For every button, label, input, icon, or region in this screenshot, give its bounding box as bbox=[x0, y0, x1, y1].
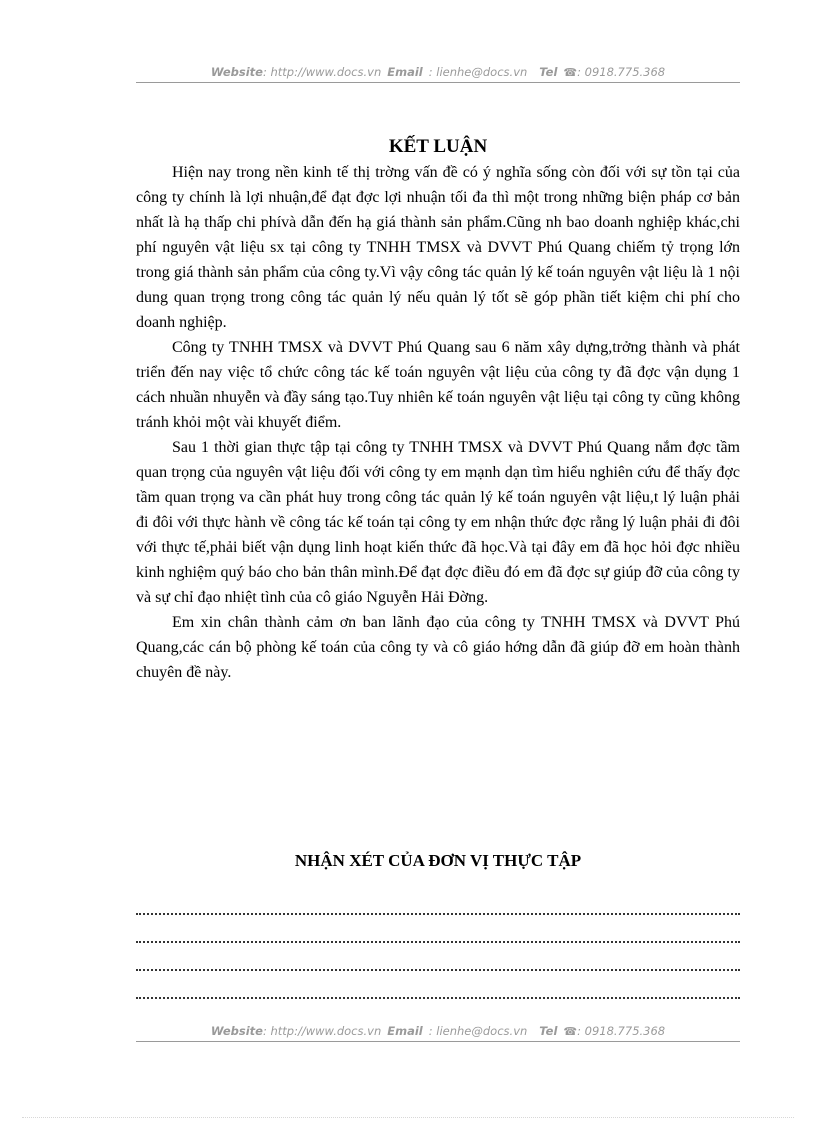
footer-rule bbox=[136, 1041, 740, 1042]
paragraph-4: Em xin chân thành cảm ơn ban lãnh đạo của công ty TNHH TMSX và DVVT Phú Quang,các cán bộ phòng kế toán của công ty và cô giáo hớng dẫn đã giúp đỡ em hoàn thành chuyên đề này. bbox=[136, 614, 740, 681]
website-url: : http://www.docs.vn bbox=[262, 1024, 382, 1038]
dotted-line bbox=[136, 900, 740, 915]
document-body bbox=[136, 160, 740, 685]
dotted-line bbox=[136, 984, 740, 999]
page-edge bbox=[22, 1117, 794, 1118]
website-url: : http://www.docs.vn bbox=[262, 65, 382, 79]
comment-lines bbox=[136, 900, 740, 1012]
email-label: Email bbox=[387, 65, 423, 79]
website-label: Website bbox=[210, 65, 263, 79]
section-title: NHẬN XÉT CỦA ĐƠN VỊ THỰC TẬP bbox=[294, 851, 582, 870]
page-header bbox=[136, 65, 740, 83]
email-address: : lienhe@docs.vn bbox=[428, 65, 528, 79]
tel-number: : 0918.775.368 bbox=[577, 65, 666, 79]
page-footer bbox=[136, 1024, 740, 1042]
paragraph-1: Hiện nay trong nền kinh tế thị trờng vấn đề có ý nghĩa sống còn đối với sự tồn tại của công ty chính là lợi nhuận,để đạt đợc lợi nhuận tối đa thì một trong những biện pháp cơ bản nhất là hạ thấp chi phívà dẫn đến hạ giá thành sản phẩm.Cũng nh bao doanh nghiệp khác,chi phí nguyên vật liệu sx tại công ty TNHH TMSX và DVVT Phú Quang chiếm tỷ trọng lớn trong giá thành sản phẩm của công ty.Vì vậy công tác quản lý kế toán nguyên vật liệu là 1 nội dung quan trọng trong công tác quản lý nếu quản lý tốt sẽ góp phần tiết kiệm chi phí cho doanh nghiệp. bbox=[136, 164, 740, 331]
tel-label: Tel bbox=[539, 1024, 558, 1038]
dotted-line bbox=[136, 956, 740, 971]
phone-icon: ☎ bbox=[563, 66, 578, 79]
email-address: : lienhe@docs.vn bbox=[428, 1024, 528, 1038]
dotted-line bbox=[136, 928, 740, 943]
paragraph-2: Công ty TNHH TMSX và DVVT Phú Quang sau 6 năm xây dựng,trởng thành và phát triển đến nay việc tổ chức công tác kế toán nguyên vật liệu của công ty đã đợc vận dụng 1 cách nhuần nhuyễn và đầy sáng tạo.Tuy nhiên kế toán nguyên vật liệu tại công ty cũng không tránh khỏi một vài khuyết điểm. bbox=[136, 339, 740, 431]
email-label: Email bbox=[387, 1024, 423, 1038]
paragraph-3: Sau 1 thời gian thực tập tại công ty TNHH TMSX và DVVT Phú Quang nắm đợc tầm quan trọng của nguyên vật liệu đối với công ty em mạnh dạn tìm hiểu nghiên cứu để thấy đợc tầm quan trọng va cần phát huy trong công tác quản lý kế toán nguyên vật liệu,t lý luận phải đi đôi với thực hành về công tác kế toán tại công ty em nhận thức đợc rằng lý luận phải đi đôi với thực tế,phải biết vận dụng linh hoạt kiến thức đã học.Và tại đây em đã học hỏi đợc nhiều kinh nghiệm quý báo cho bản thân mình.Để đạt đợc điều đó em đã đợc sự giúp đỡ của công ty và sự chỉ đạo nhiệt tình của cô giáo Nguyễn Hải Đờng. bbox=[136, 439, 740, 606]
website-label: Website bbox=[210, 1024, 263, 1038]
tel-label: Tel bbox=[539, 65, 558, 79]
header-rule bbox=[136, 82, 740, 83]
phone-icon: ☎ bbox=[563, 1025, 578, 1038]
tel-number: : 0918.775.368 bbox=[577, 1024, 666, 1038]
document-title: KẾT LUẬN bbox=[388, 136, 488, 157]
